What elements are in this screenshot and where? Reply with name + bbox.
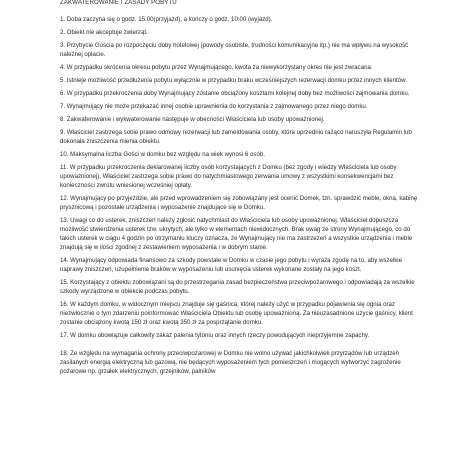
paragraph-8: 8. Zakwaterowanie i wykwaterowanie następuje w obecności Właściciela lub osoby upoważnionej. <box>60 116 325 123</box>
paragraph-11: 11. W przypadku przekroczenia deklarowanej liczby osób korzystających z Domku (bez zgody i wiedzy Właściciela lub osoby upoważnionej), Właściciel zastrzega sobie prawo do natychmiastowego zerwania umowy z wszystkimi konsekwencjami bez konieczności zwrotu wniesionej wcześniej opłaty. <box>60 164 397 189</box>
paragraph-4: 4. W przypadku skrócenia okresu pobytu przez Wynajmującego, kwota za niewykorzystany okres nie jest zwracana. <box>60 64 373 71</box>
paragraph-2: 2. Obiekt nie akceptuje zwierząt. <box>60 29 148 36</box>
paragraph-14: 14. Wynajmujący odpowiada finansowo za szkody powstałe w Domku w czasie jego pobytu i wyraża zgodę na to, aby wszelkie naprawy zniszczeń, uzupełnienie braków w wyposażeniu lub usunięcia usterek wykonane zostały na jego koszt. <box>60 257 403 273</box>
document-title: ZAKWATEROWANIE I ZASADY POBYTU <box>60 0 177 6</box>
paragraph-1: 1. Doba zaczyna się o godz. 15:00(przyjazd), a kończy o godz. 10:00 (wyjazd). <box>60 16 273 23</box>
paragraph-15: 15. Korzystający z obiektu zobowiązani są do przestrzegania zasad bezpieczeństwa przeciwpożarowego i odpowiadają za wszelkie szkody wyrządzone w obiekcie podczas pobytu. <box>60 279 415 295</box>
paragraph-7: 7. Wynajmujący nie może przekazać innej osobie uprawnienia do korzystania z zajmowanego przez niego domku. <box>60 103 368 110</box>
paragraph-3: 3. Przybycie Gościa po rozpoczęciu doby hotelowej (powody osobiste, trudności komunikacyjne itp.) nie ma wpływu na wysokość należnej opłacie. <box>60 42 409 58</box>
paragraph-10: 10. Maksymalna liczba Gości w domku bez względu na wiek wynosi 6 osób. <box>60 151 265 158</box>
paragraph-17: 17. W domku obowiązuje całkowity zakaz palenia tytoniu oraz innych rzeczy powodujących nieprzyjemne zapachy. <box>60 332 370 339</box>
paragraph-5: 5. Istnieje możliwość przedłużenia pobytu wyłącznie w przypadku braku wcześniejszych rezerwacji domku przez innych klientów. <box>60 77 407 84</box>
paragraph-9: 9. Właściciel zastrzega sobie prawo odmowy rezerwacji lub zameldowania osoby, która uprzednio rażąco naruszyła Regulamin lub dokonała zniszczenia mienia obiektu. <box>60 129 412 145</box>
paragraph-6: 6. W przypadku przekroczenia doby Wynajmujący zostanie obciążony kosztami kolejnej doby bez możliwości zajmowania domku. <box>60 90 410 97</box>
paragraph-18: 18. Ze względu na wymagania ochrony przeciwpożarowej w Domku nie wolno używać jakichkolwiek przyrządów lub urządzeń zasilanych energią elektryczną lub gazową, nie będących wyposażeniem tych pomieszczeń i mogących wytworzyć zagrożenie pożarowe np. grzałek elektrycznych, grzejników, palników <box>60 350 401 375</box>
paragraph-13: 13. Uwagi co do usterek, zniszczeń należy zgłosić natychmiast do Właściciela lub osoby upoważnionej. Właściciel dopuszcza możliwość stwierdzenia usterek tzw. ukrytych, ale tylko w elementach niewidocznych. Brak uwag ze strony Wynajmującego, co do takich usterek w ciągu 4 godzin po otrzymaniu kluczy oznacza, że Wynajmujący nie ma zastrzeżeń a wszystkie urządzenia i meble znajdują się w ilości zgodnej z zestawieniem wyposażenia i w dobrym stanie. <box>60 217 413 251</box>
paragraph-12: 12. Wynajmujący po przyjeździe, ale przed wprowadzeniem się zobowiązany jest ocenić Domek, tzn. sprawdzić meble, okna, kabinę prysznicową i pozostałe urządzenia i wyposażenie znajdujące się w Domku. <box>60 195 418 211</box>
paragraph-16: 16. W każdym domku, w widocznym miejscu znajduje się gaśnica, której należy użyć w przypadku pojawienia się ognia oraz niezwłocznie o tym zdarzeniu poinformować Właściciela Obiektu lub osobę upoważnioną. Za nieuzasadnione użycie gaśnicy, klient zostanie obciążony kwotą 150 zł oraz kwotą 350 zł za posprzątanie domku. <box>60 301 413 326</box>
